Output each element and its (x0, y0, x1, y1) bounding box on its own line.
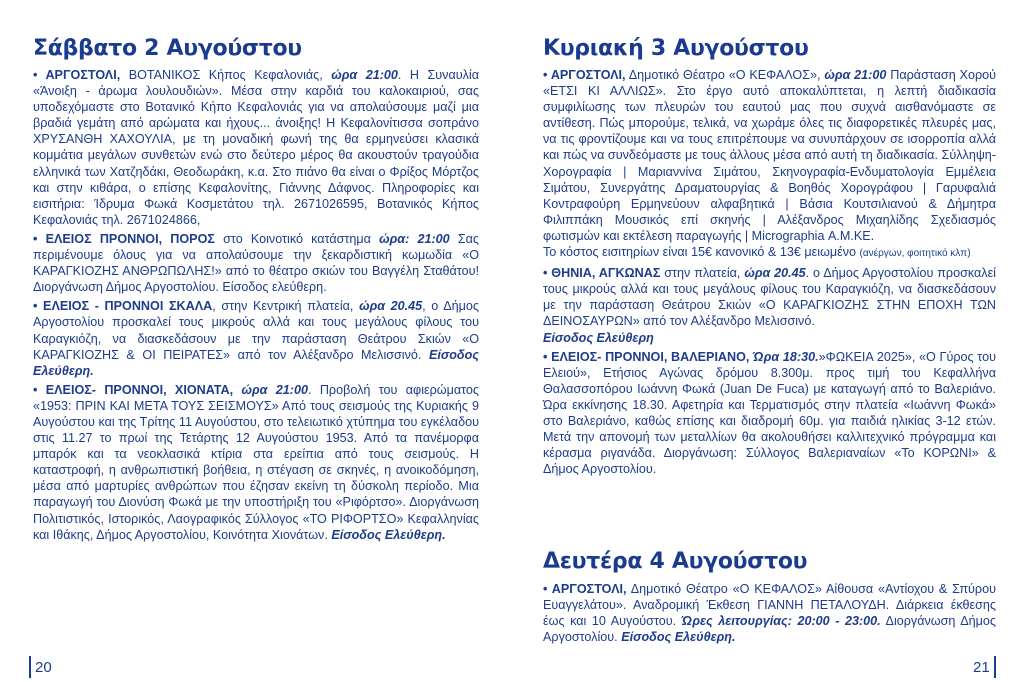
event-free-entry: Είσοδος Ελεύθερη. (331, 527, 446, 542)
event-credits: Σύλληψη-Χορογραφία | Μαριαννίνα Σιμάτου, Σκηνογραφία-Ενδυματολογία Εμμέλεια Σιμάτου, Συνεργάτης Δραματουργίας & Βοηθός Χορογράφου | Γαρυφαλιά Κοντραφούρη Ερμηνεύουν αλφαβητικά | Βάσια Κουτσιλιανού & Δήμητρα Φιλιππάκη Μουσικός επί σκηνής | Αλέξανδρος Μιχαηλίδης Σχεδιασμός φωτισμών και εκτέλεση παραγωγής | Micrographia Α.Μ.ΚΕ. (543, 148, 996, 243)
event-ticket-note: (ανέργων, φοιτητικό κλπ) (859, 248, 971, 260)
event-chionata (33, 382, 479, 543)
bullet-icon: • (543, 582, 552, 596)
event-description: »ΦΩΚΕΙΑ 2025», «Ο Γύρος του Ελειού», Ετήσιος Αγώνας δρόμου 8.300μ. προς τιμή του Κεφαλλήνα Θαλασσοπόρου Ιωάννη Φωκά (Juan De Fuca) με καταγωγή από το Βαλεριάνο. Ώρα εκκίνησης 18.30. Αφετηρία και Τερματισμός στην πλατεία «Ιωάννη Φωκά» στο Βαλεριάνο, καθώς επίσης και διαδρομή 60μ. για παιδιά ηλικίας 3-12 ετών. Μετά την απονομή των μεταλλίων θα ακολουθήσει καλλιτεχνικό πρόγραμμα και κέρασμα ριγανάδα. Διοργάνωση: Σύλλογος Βαλεριαναίων «Το ΚΟΡΩΝΙ» & Δήμος Αργοστολίου. (543, 349, 996, 477)
event-time: ώρα 20.45 (359, 299, 423, 314)
event-place: ΘΗΝΙΑ, ΑΓΚΩΝΑΣ (551, 266, 661, 281)
page-title-monday: Δευτέρα 4 Αυγούστου (543, 549, 808, 574)
event-free-entry: Είσοδος Ελεύθερη (543, 330, 654, 345)
event-venue: , στην Κεντρική πλατεία, (212, 299, 360, 314)
event-venue: Δημοτικό Θέατρο «Ο ΚΕΦΑΛΟΣ», (625, 68, 825, 82)
event-venue: στο Κοινοτικό κατάστημα (214, 231, 380, 246)
bullet-icon: • (543, 266, 552, 281)
event-argostoli-kefalos-dance (543, 67, 996, 262)
event-description: Παράσταση Χορού «ΕΤΣΙ ΚΙ ΑΛΛΙΩΣ». Στο έργο αυτό αποκαλύπτεται, η λεπτή διαδικασία συμφιλίωσης των πλευρών του εαυτού μας που συχνά αισθανόμαστε σε αντίθεση. Πώς μπορούμε, τελικά, να χωράμε όλες τις διαφορετικές πλευρές μας, να τις φροντίζουμε και να τους επιτρέπουμε να συνυπάρχουν σε ισορροπία αλλά και πώς να συνδεόμαστε με τους άλλους μέσα από αυτή τη διαδικασία. (543, 68, 997, 163)
event-description: . Προβολή του αφιερώματος «1953: ΠΡΙΝ ΚΑΙ ΜΕΤΑ ΤΟΥΣ ΣΕΙΣΜΟΥΣ» Από τους σεισμούς της Κυριακής 9 Αυγούστου και της Τρίτης 11 Αυγούστου, στο τελειωτικό χτύπημα του εγκέλαδου στις 11.27 το πρωί της Τετάρτης 12 Αυγούστου 1953. Από τα πανέμορφα μπαρόκ και τα νεοκλασικά κτίρια στα ερείπια από τους σεισμούς. Η καταστροφή, η ανθρωπιστική βοήθεια, η στέγαση σε σκηνές, η ανοικοδόμηση, μέσα από μαρτυρίες ανθρώπων που έζησαν εκείνη τη δύσκολη περίοδο. Μια παραγωγή του Διονύση Φωκά με την υποστήριξη του «Ριφόρτσο». Διοργάνωση Πολιτιστικός, Ιστορικός, Λαογραφικός Σύλλογος «ΤΟ ΡΙΦΟΡΤΣΟ» Κεφαλληνίας και Ιθάκης, Δήμος Αργοστολίου, Κοινότητα Χιονάτων. (33, 382, 480, 542)
right-page (512, 0, 1024, 682)
page-number: 21 (973, 659, 990, 676)
bullet-icon: • (33, 231, 46, 246)
page-title-sunday: Κυριακή 3 Αυγούστου (543, 36, 809, 61)
event-time: ώρα 21:00 (824, 68, 887, 82)
sunday-events (543, 67, 996, 480)
bullet-icon: • (543, 68, 551, 82)
event-skala (33, 298, 479, 378)
event-place: ΕΛΕΙΟΣ- ΠΡΟΝΝΟΙ, ΧΙΟΝΑΤΑ, (45, 382, 234, 397)
page-title-saturday: Σάββατο 2 Αυγούστου (33, 36, 302, 61)
event-place: ΕΛΕΙΟΣ - ΠΡΟΝΝΟΙ ΣΚΑΛΑ (43, 299, 213, 314)
event-ticket-price: Το κόστος εισιτηρίων είναι 15€ κανονικό & 13€ μειωμένο (543, 245, 860, 260)
event-venue: στην πλατεία, (660, 266, 745, 281)
event-description: Σας περιμένουμε όλους για να απολαύσουμε την ξεκαρδιστική κωμωδία «Ο ΚΑΡΑΓΚΙΟΖΗΣ ΑΝΘΡΩΠΩΛΗΣ!» από το θέατρο σκιών του Βαγγέλη Σταθάτου! Διοργάνωση Δήμος Αργοστολίου. Είσοδος ελεύθερη. (33, 231, 479, 295)
page-number: 20 (35, 659, 52, 676)
event-valeriano (543, 349, 996, 478)
event-place: ΑΡΓΟΣΤΟΛΙ, (550, 68, 626, 82)
event-place: ΑΡΓΟΣΤΟΛΙ, (551, 582, 627, 596)
event-time: ώρα: 21:00 (379, 231, 450, 246)
event-venue: ΒΟΤΑΝΙΚΟΣ Κήπος Κεφαλονιάς, (120, 68, 332, 82)
page-number-divider (994, 656, 996, 678)
event-description: Δημοτικό Θέατρο «Ο ΚΕΦΑΛΟΣ» Αίθουσα «Αντίοχου & Σπύρου Ευαγγελάτου». Αναδρομική Έκθεση ΓΙΑΝΝΗ ΠΕΤΑΛΟΥΔΗ. Διάρκεια έκθεσης έως και 10 Αυγούστου. (543, 582, 996, 629)
event-place: ΕΛΕΙΟΣ ΠΡΟΝΝΟΙ, ΠΟΡΟΣ (45, 231, 215, 246)
event-petaloudis-exhibition (543, 581, 996, 645)
bullet-icon: • (33, 299, 44, 314)
page-number-divider (29, 656, 31, 678)
monday-events (543, 581, 996, 648)
bullet-icon: • (543, 349, 552, 364)
event-description: . Η Συναυλία «Άνοιξη - άρωμα λουλουδιών». Μέσα στην καρδιά του καλοκαιριού, σας υποδεχόμαστε στο Βοτανικό Κήπο Κεφαλονιάς για να απολαύσουμε μαζί μια βραδιά γεμάτη από αρώματα και ήχους... άνοιξης! Η Κεφαλονίτισσα σοπράνο ΧΡΥΣΑΝΘΗ ΧΑΧΟΥΛΙΑ, με τη μοναδική φωνή της θα ερμηνεύσει κλασικά κομμάτια μεγάλων συνθετών ενώ στο δεύτερο μέρος θα ακουστούν τραγούδια ελληνικά των Χατζηδάκι, Θεοδωράκη, κ.α. Στο πιάνο θα είναι ο Φρίξος Μόρτζος και στην κιθάρα, ο επίσης Κεφαλονίτης, Γιάννης Δάφνος. Πληροφορίες και εισιτήρια: Ίδρυμα Φωκά Κοσμετάτου τηλ. 2671026595, Βοτανικός Κήπος Κεφαλονιάς τηλ. 2671024866, (33, 68, 480, 227)
event-time: ώρα 21:00 (241, 382, 308, 397)
bullet-icon: • (33, 68, 46, 82)
event-thinia (543, 265, 996, 345)
event-free-entry: Είσοδος Ελεύθερη. (621, 630, 736, 645)
event-place: ΕΛΕΙΟΣ- ΠΡΟΝΝΟΙ, ΒΑΛΕΡΙΑΝΟ, (551, 349, 750, 364)
event-time: ώρα 21:00 (331, 68, 398, 82)
event-time: Ώρα 18:30. (753, 349, 819, 364)
event-hours: Ώρες λειτουργίας: 20:00 - 23:00. (681, 614, 881, 629)
event-time: ώρα 20.45 (744, 266, 806, 281)
event-free-entry: Είσοδος Ελεύθερη. (33, 347, 479, 378)
bullet-icon: • (33, 382, 46, 397)
left-events (33, 67, 479, 546)
event-description: . ο Δήμος Αργοστολίου προσκαλεί τους μικρούς αλλά και τους μεγάλους φίλους του Καραγκιόζη, να διασκεδάσουν με την παράσταση Θεάτρου Σκιών «Ο ΚΑΡΑΓΚΙΟΖΗΣ ΣΤΗΝ ΕΠΟΧΗ ΤΩΝ ΔΕΙΝΟΣΑΥΡΩΝ» από τον Αλέξανδρο Μελισσινό. (543, 266, 996, 329)
event-poros (33, 231, 479, 295)
event-place: ΑΡΓΟΣΤΟΛΙ, (45, 68, 121, 82)
event-argostoli-botanical (33, 67, 479, 228)
event-organizer: Διοργάνωση Δήμος Αργοστολίου. (543, 614, 996, 645)
event-description: , ο Δήμος Αργοστολίου προσκαλεί τους μικρούς αλλά και τους μεγάλους φίλους του Καραγκιόζη, να διασκεδάσουν με την παράσταση Θεάτρου Σκιών «Ο ΚΑΡΑΓΚΙΟΖΗΣ & ΟΙ ΠΕΙΡΑΤΕΣ» από τον Αλέξανδρο Μελισσινό. (33, 299, 479, 362)
